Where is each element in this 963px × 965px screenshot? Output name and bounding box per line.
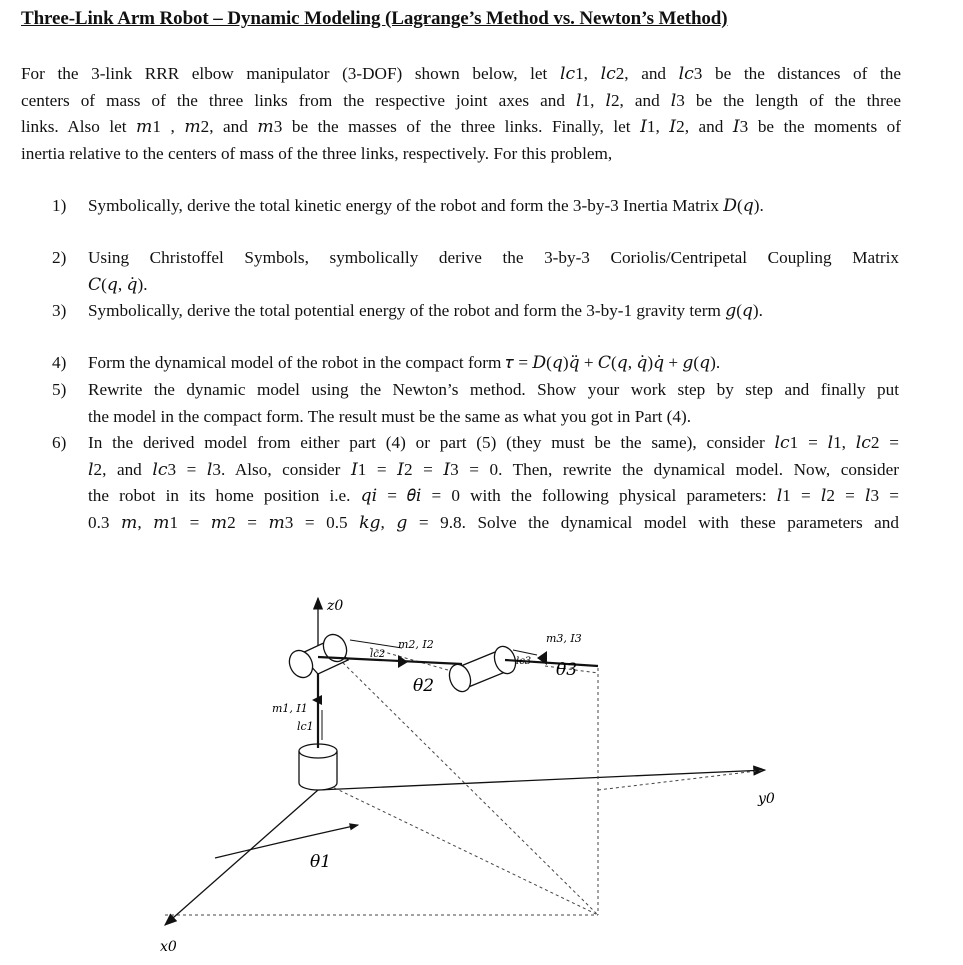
theta1-label: θ1: [310, 852, 332, 872]
question-line: Symbolically, derive the total potential energy of the robot and form the 3-by-1 gravity term 𝑔(𝑞).: [88, 301, 763, 320]
theta1-rotation-arrow: [215, 825, 358, 858]
question-line: the robot in its home position i.e. 𝑞𝑖 = 𝜃𝑖 = 0 with the following physical parameters: 𝑙1 = 𝑙2 = 𝑙3 =: [88, 486, 899, 505]
lc2-label: lc2: [370, 649, 386, 660]
question-number: 2): [52, 248, 67, 267]
robot-arm-diagram: [0, 560, 963, 965]
m2-i2-label: m2, I2: [398, 638, 434, 651]
question-number: 5): [52, 380, 67, 399]
m1-i1-label: m1, I1: [272, 702, 308, 715]
lc1-label: lc1: [297, 720, 314, 733]
question-line: Symbolically, derive the total kinetic energy of the robot and form the 3-by-3 Inertia Matrix 𝐷(𝑞).: [88, 196, 764, 215]
x0-axis: [165, 790, 318, 925]
page-title: Three-Link Arm Robot – Dynamic Modeling (Lagrange’s Method vs. Newton’s Method): [21, 8, 728, 29]
lc3-dimension: [513, 650, 537, 655]
intro-line: links. Also let 𝑚1 , 𝑚2, and 𝑚3 be the masses of the three links. Finally, let 𝐼1, 𝐼2, and 𝐼3 be the moments of: [21, 117, 901, 136]
lc2-dimension: [350, 640, 402, 648]
com-marker-2: [398, 655, 408, 668]
question-line: 0.3 𝑚, 𝑚1 = 𝑚2 = 𝑚3 = 0.5 𝑘𝑔, 𝑔 = 9.8. Solve the dynamical model with these parameters and: [88, 512, 899, 532]
question-line: Form the dynamical model of the robot in the compact form 𝜏 = 𝐷(𝑞)𝑞̈ + 𝐶(𝑞, 𝑞̇)𝑞̇ + 𝑔(𝑞).: [88, 353, 721, 372]
question-line: 𝑙2, and 𝑙𝑐3 = 𝑙3. Also, consider 𝐼1 = 𝐼2 = 𝐼3 = 0. Then, rewrite the dynamical model. Now, consider: [88, 459, 899, 479]
theta2-label: θ2: [413, 676, 435, 696]
m3-i3-label: m3, I3: [546, 632, 582, 645]
intro-line: centers of mass of the three links from the respective joint axes and 𝑙1, 𝑙2, and 𝑙3 be the length of the three: [21, 90, 901, 110]
theta3-label: θ3: [556, 660, 578, 680]
y0-label: y0: [758, 791, 775, 807]
base-frame-axes: [165, 598, 765, 925]
question-number: 3): [52, 301, 67, 320]
lc3-label: lc3: [516, 656, 532, 667]
question-number: 6): [52, 433, 67, 452]
question-number: 4): [52, 353, 67, 372]
base-joint-cylinder: [299, 744, 337, 790]
question-number: 1): [52, 196, 67, 215]
question-line: 𝐶(𝑞, 𝑞̇).: [88, 274, 148, 294]
question-line: In the derived model from either part (4) or part (5) (they must be the same), consider 𝑙𝑐1 = 𝑙1, 𝑙𝑐2 =: [88, 433, 899, 452]
z0-label: z0: [327, 598, 344, 614]
intro-line: For the 3-link RRR elbow manipulator (3-DOF) shown below, let 𝑙𝑐1, 𝑙𝑐2, and 𝑙𝑐3 be the distances of the: [21, 64, 901, 83]
question-line: the model in the compact form. The result must be the same as what you got in Part (4).: [88, 406, 692, 426]
intro-line: inertia relative to the centers of mass of the three links, respectively. For this problem,: [21, 143, 613, 163]
y0-axis: [318, 770, 765, 790]
x0-label: x0: [160, 939, 177, 955]
question-line: Rewrite the dynamic model using the Newton’s method. Show your work step by step and finally put: [88, 380, 899, 399]
joint-3-cylinder: [446, 643, 519, 694]
question-line: Using Christoffel Symbols, symbolically derive the 3-by-3 Coriolis/Centripetal Coupling Matrix: [88, 248, 899, 267]
intro-paragraph: [21, 61, 901, 167]
